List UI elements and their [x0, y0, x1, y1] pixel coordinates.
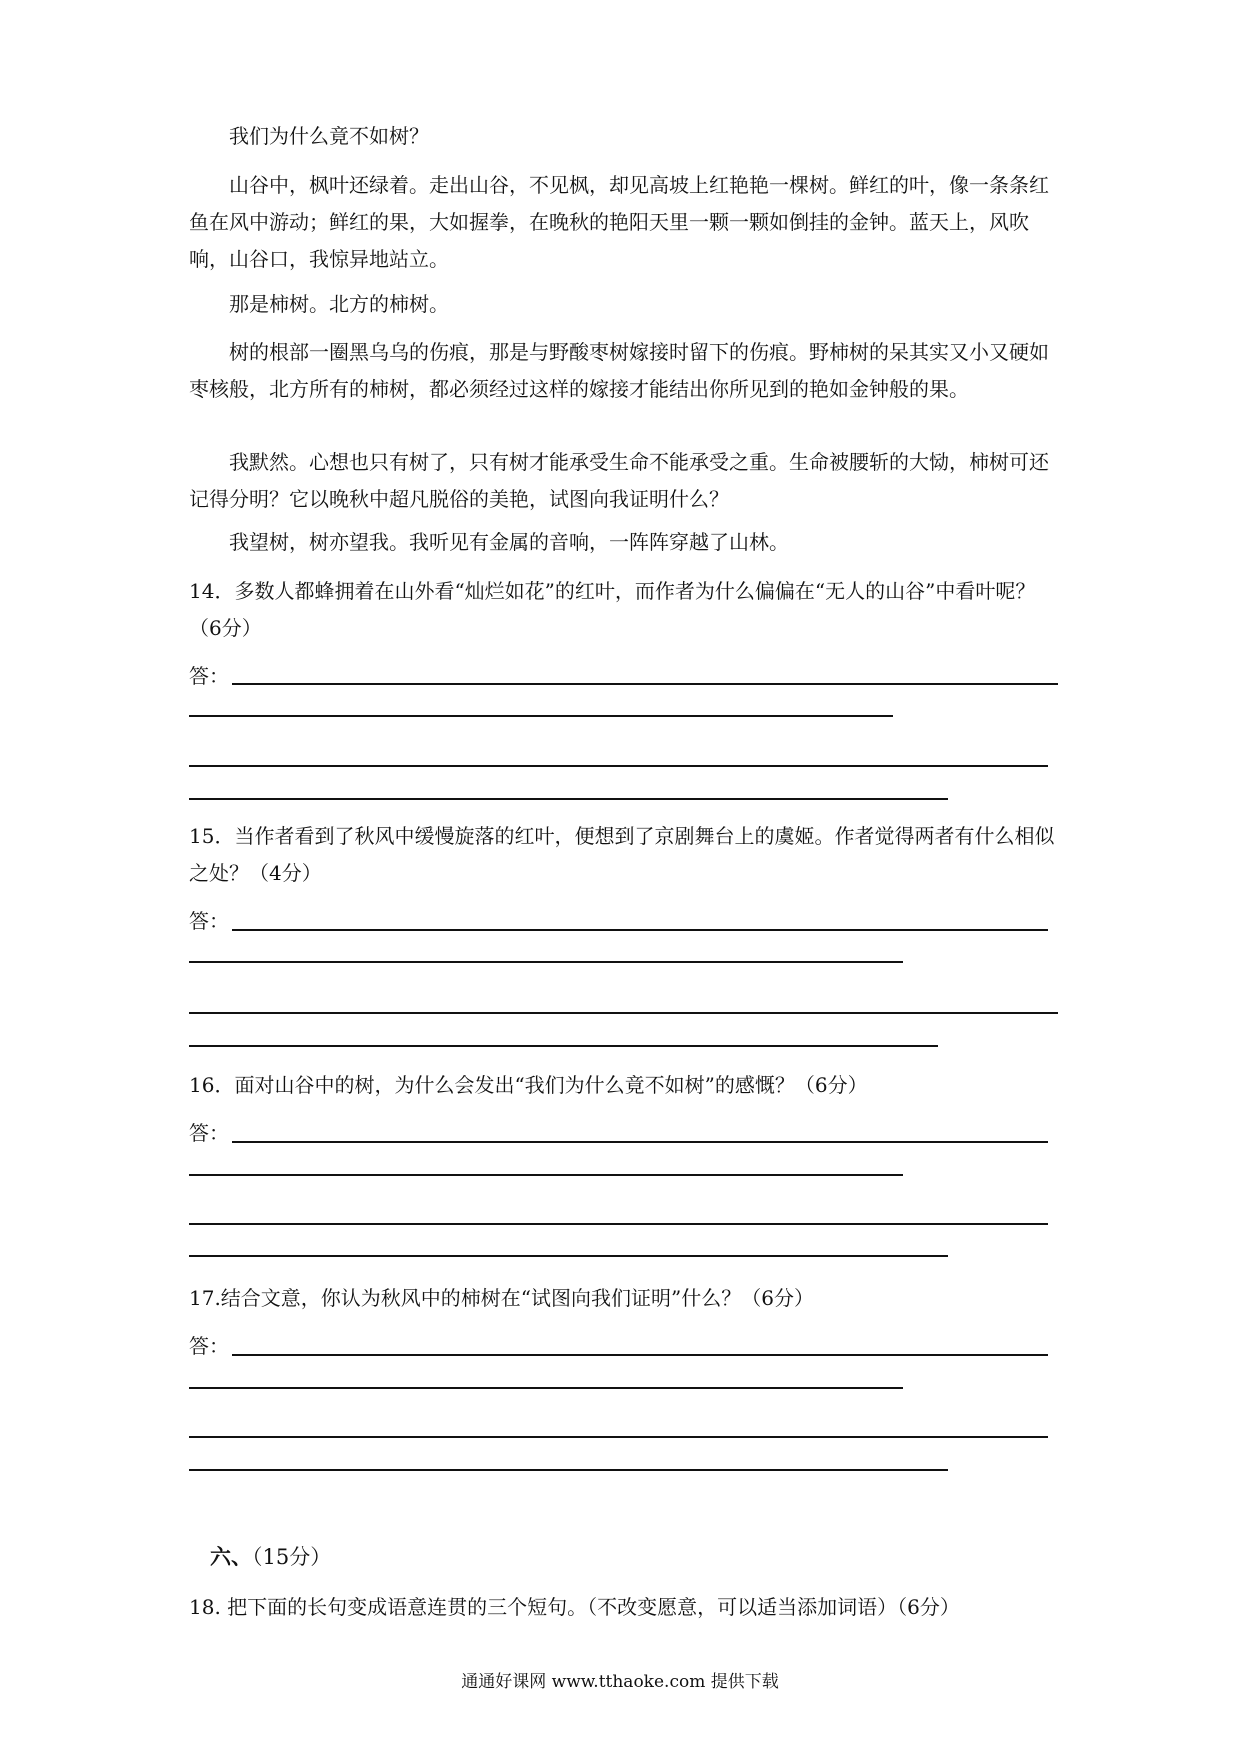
- passage-paragraph-3: 那是柿树。北方的柿树。: [229, 292, 449, 316]
- answer-line-15-2[interactable]: [189, 961, 903, 963]
- answer-label-16: 答：: [189, 1121, 229, 1145]
- answer-line-14-1[interactable]: [232, 683, 1058, 685]
- page-footer: 通通好课网 www.tthaoke.com 提供下载: [461, 1672, 779, 1692]
- answer-line-17-4[interactable]: [189, 1469, 948, 1471]
- passage-paragraph-6: 我望树，树亦望我。我听见有金属的音响，一阵阵穿越了山林。: [229, 530, 789, 554]
- question-17: 17.结合文意，你认为秋风中的柿树在“试图向我们证明”什么？（6分）: [189, 1286, 814, 1310]
- passage-paragraph-5: 我默然。心想也只有树了，只有树才能承受生命不能承受之重。生命被腰斩的大恸，柿树可还记得分明？它以晚秋中超凡脱俗的美艳，试图向我证明什么？: [189, 450, 1049, 511]
- answer-line-17-2[interactable]: [189, 1387, 903, 1389]
- answer-line-16-4[interactable]: [189, 1255, 948, 1257]
- answer-label-17: 答：: [189, 1334, 229, 1358]
- passage-paragraph-2: 山谷中，枫叶还绿着。走出山谷，不见枫，却见高坡上红艳艳一棵树。鲜红的叶，像一条条红鱼在风中游动；鲜红的果，大如握拳，在晚秋的艳阳天里一颗一颗如倒挂的金钟。蓝天上，风吹响，山谷口，我惊异地站立。: [189, 173, 1049, 271]
- answer-line-16-3[interactable]: [189, 1223, 1048, 1225]
- section-title: 六、: [210, 1544, 252, 1569]
- answer-line-16-2[interactable]: [189, 1174, 903, 1176]
- question-15: 15．当作者看到了秋风中缓慢旋落的红叶，便想到了京剧舞台上的虞姬。作者觉得两者有什么相似之处？（4分）: [189, 824, 1055, 885]
- answer-line-14-2[interactable]: [189, 715, 893, 717]
- answer-label-15: 答：: [189, 909, 229, 933]
- answer-line-17-1[interactable]: [232, 1354, 1048, 1356]
- answer-line-15-3[interactable]: [189, 1012, 1058, 1014]
- question-14: 14．多数人都蜂拥着在山外看“灿烂如花”的红叶，而作者为什么偏偏在“无人的山谷”中看叶呢？（6分）: [189, 579, 1036, 640]
- answer-line-14-4[interactable]: [189, 798, 948, 800]
- section-6-heading: [210, 1542, 331, 1572]
- answer-line-16-1[interactable]: [232, 1141, 1048, 1143]
- question-18: 18. 把下面的长句变成语意连贯的三个短句。（不改变愿意，可以适当添加词语）（6分）: [189, 1595, 960, 1619]
- question-16: 16．面对山谷中的树，为什么会发出“我们为什么竟不如树”的感慨？（6分）: [189, 1073, 868, 1097]
- answer-line-17-3[interactable]: [189, 1436, 1048, 1438]
- section-score: （15分）: [252, 1545, 332, 1569]
- answer-line-15-1[interactable]: [232, 929, 1048, 931]
- answer-line-14-3[interactable]: [189, 765, 1048, 767]
- passage-paragraph-1: 我们为什么竟不如树？: [229, 124, 429, 148]
- answer-line-15-4[interactable]: [189, 1045, 938, 1047]
- answer-label-14: 答：: [189, 664, 229, 688]
- passage-paragraph-4: 树的根部一圈黑乌乌的伤痕，那是与野酸枣树嫁接时留下的伤痕。野柿树的呆其实又小又硬如枣核般，北方所有的柿树，都必须经过这样的嫁接才能结出你所见到的艳如金钟般的果。: [189, 340, 1049, 401]
